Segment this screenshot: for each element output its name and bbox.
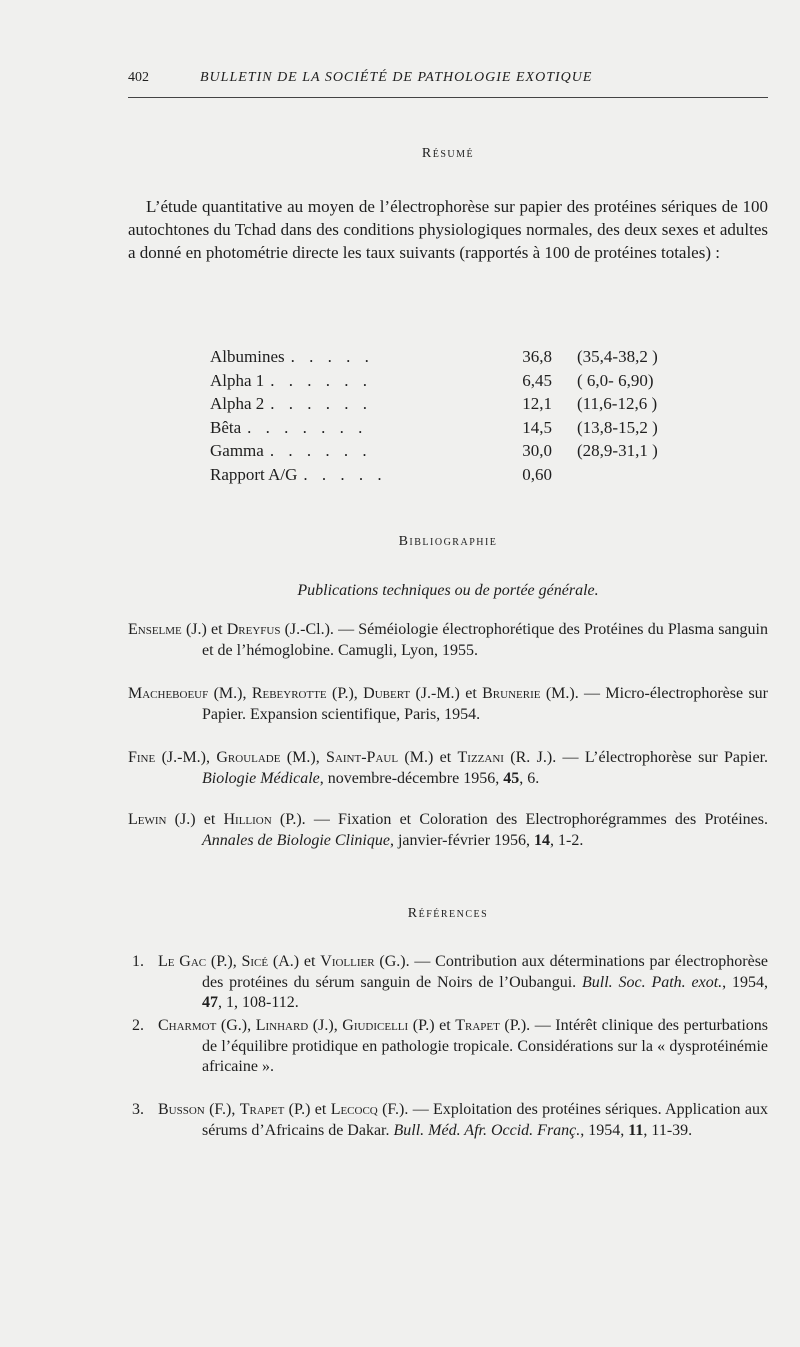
row-label: Alpha 2: [210, 394, 265, 413]
reference-number: 3.: [132, 1101, 144, 1118]
row-label: Bêta: [210, 417, 242, 437]
bib-entry: Enselme (J.) et Dreyfus (J.-Cl.). — Séméiologie électrophorétique des Protéines du Plasma sanguin et de l’hémoglobine. Camugli, Lyon, 1955.: [128, 621, 769, 659]
reference-text: Busson (F.), Trapet (P.) et Lecocq (F.). — Exploitation des protéines sériques. Application aux sérums d’Africains de Dakar. Bull. Méd. Afr. Occid. Franç., 1954, 11, 11-39.: [158, 1101, 769, 1139]
header-rule: [128, 97, 768, 98]
leader-dots: . . . . .: [290, 347, 374, 366]
row-range: (28,9-31,1 ): [577, 441, 658, 460]
row-value: 36,8: [522, 347, 552, 366]
resume-heading: Résumé: [421, 146, 475, 161]
journal-title: BULLETIN DE LA SOCIÉTÉ DE PATHOLOGIE EXOTIQUE: [200, 70, 593, 85]
row-value: 6,45: [522, 370, 552, 390]
bib-entry: Lewin (J.) et Hillion (P.). — Fixation et Coloration des Electrophorégrammes des Protéines. Annales de Biologie Clinique, janvier-février 1956, 14, 1-2.: [128, 811, 768, 849]
leader-dots: . . . . .: [303, 464, 387, 484]
row-label: Rapport A/G: [210, 464, 298, 484]
row-label: Alpha 1: [210, 370, 265, 390]
resume-paragraph: L’étude quantitative au moyen de l’électrophorèse sur papier des protéines sériques de 100 autochtones du Tchad dans des conditions physiologiques normales, des deux sexes et adultes a donné en photométrie directe les taux suivants (rapportés à 100 de protéines totales) :: [128, 197, 768, 263]
page-number: 402: [128, 70, 149, 85]
row-value: 30,0: [522, 441, 552, 460]
row-value: 12,1: [522, 394, 552, 413]
leader-dots: . . . . . .: [270, 370, 373, 390]
reference-text: Charmot (G.), Linhard (J.), Giudicelli (P.) et Trapet (P.). — Intérêt clinique des perturbations de l’équilibre protidique en pathologie tropicale. Considérations sur la « dysprotéinémie africaine ».: [158, 1017, 769, 1075]
reference-number: 1.: [132, 953, 144, 970]
leader-dots: . . . . . .: [269, 441, 372, 460]
row-value: 0,60: [522, 464, 552, 484]
reference-text: Le Gac (P.), Sicé (A.) et Viollier (G.). — Contribution aux déterminations par électrophorèse des protéines du sérum sanguin de Noirs de l’Oubangui. Bull. Soc. Path. exot., 1954, 47, 1, 108-112.: [158, 953, 769, 1011]
row-label: Gamma: [210, 441, 264, 460]
row-range: ( 6,0- 6,90): [577, 370, 654, 390]
row-value: 14,5: [522, 417, 552, 437]
bib-entry: Macheboeuf (M.), Rebeyrotte (P.), Dubert (J.-M.) et Brunerie (M.). — Micro-électrophorèse sur Papier. Expansion scientifique, Paris, 1954.: [128, 685, 769, 723]
bib-entry: Fine (J.-M.), Groulade (M.), Saint-Paul (M.) et Tizzani (R. J.). — L’électrophorèse sur Papier. Biologie Médicale, novembre-décembre 1956, 45, 6.: [128, 749, 769, 787]
bibliographie-subtitle: Publications techniques ou de portée générale.: [297, 582, 599, 599]
row-range: (13,8-15,2 ): [577, 417, 658, 437]
row-label: Albumines: [210, 347, 285, 366]
row-range: (35,4-38,2 ): [577, 347, 658, 366]
reference-number: 2.: [132, 1017, 144, 1034]
leader-dots: . . . . . .: [270, 394, 373, 413]
leader-dots: . . . . . . .: [247, 417, 368, 437]
bibliographie-heading: Bibliographie: [398, 534, 498, 549]
row-range: (11,6-12,6 ): [577, 394, 658, 413]
references-heading: Références: [407, 906, 489, 921]
